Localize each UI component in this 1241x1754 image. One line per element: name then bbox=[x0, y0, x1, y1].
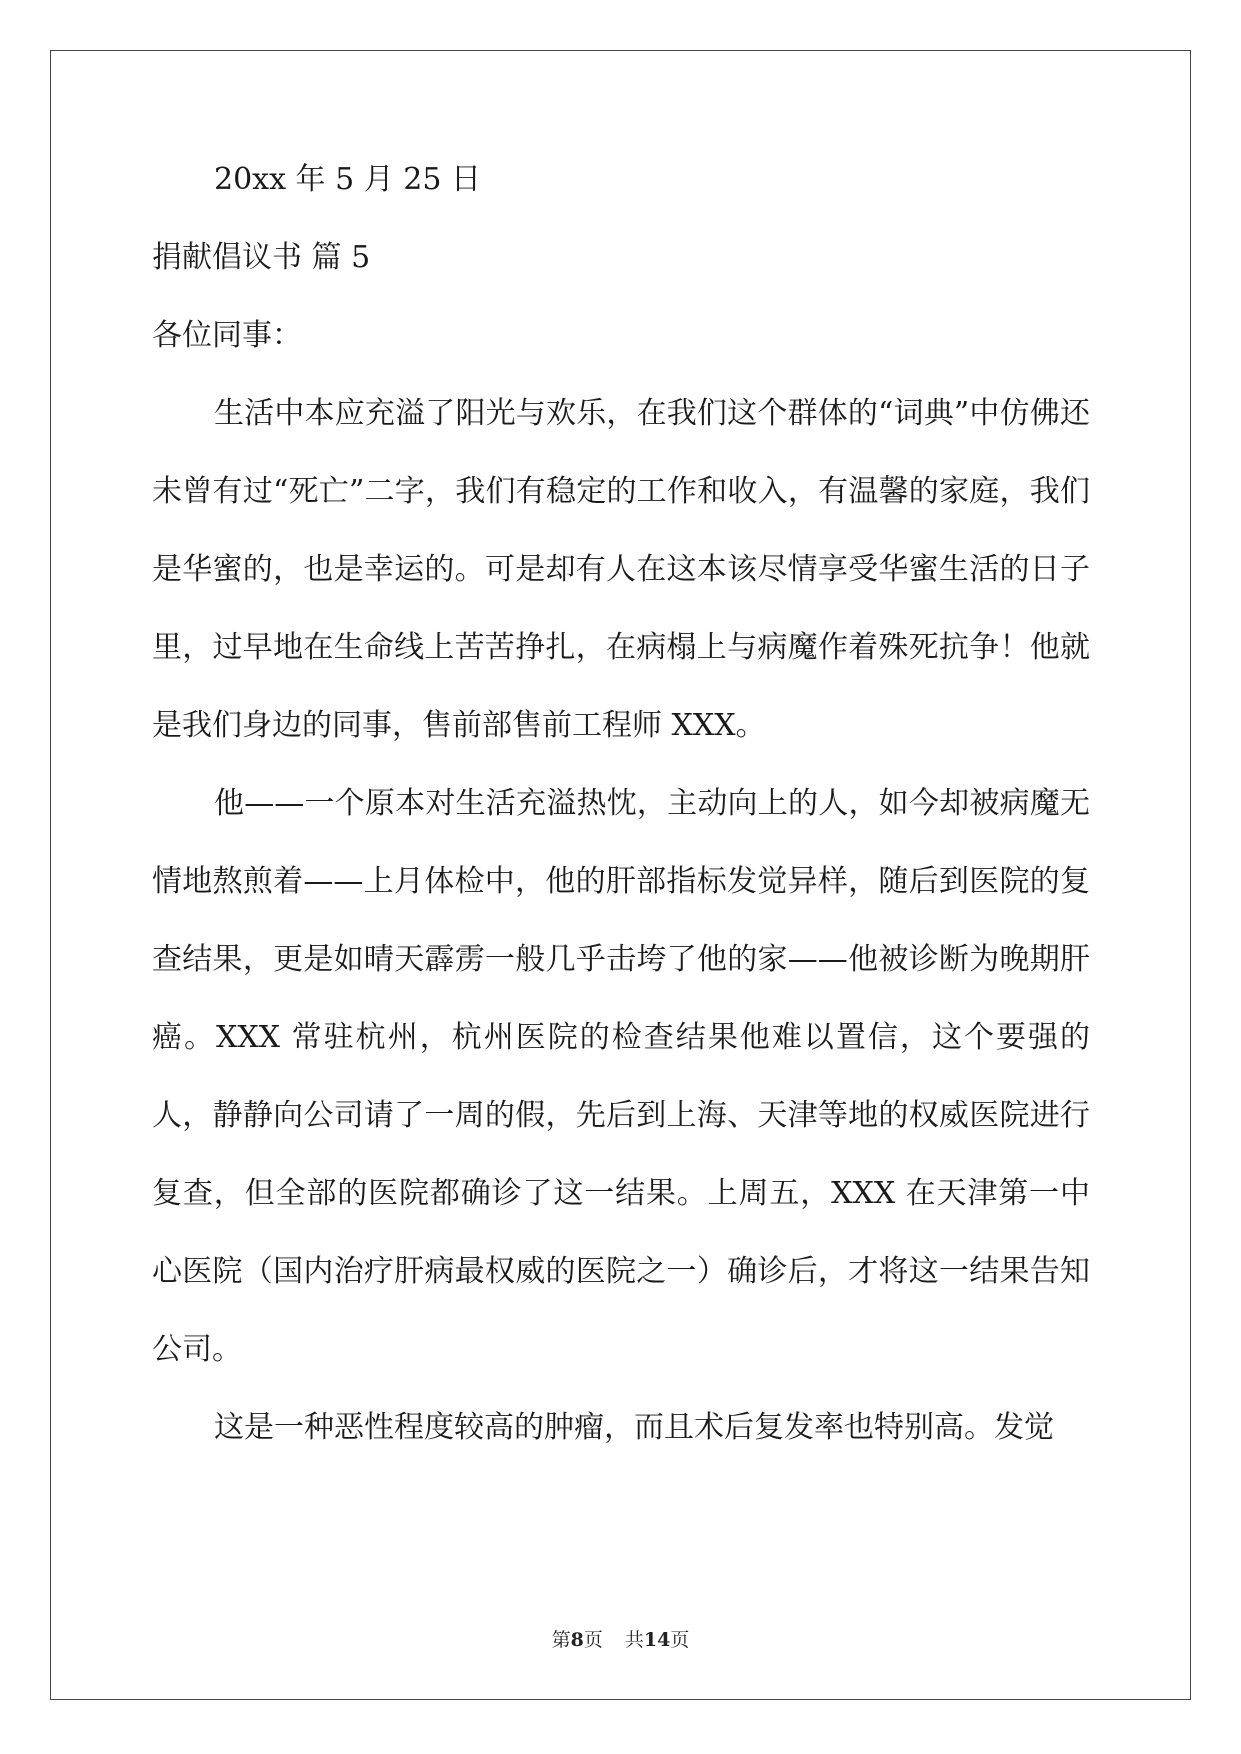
salutation: 各位同事： bbox=[152, 318, 302, 353]
page-prefix: 第 bbox=[551, 1629, 571, 1651]
page-number: 8 bbox=[570, 1629, 584, 1651]
total-suffix: 页 bbox=[670, 1629, 690, 1651]
date-line: 20xx 年 5 月 25 日 bbox=[214, 162, 481, 197]
section-title: 捐献倡议书 篇 5 bbox=[152, 240, 371, 275]
paragraph-3: 这是一种恶性程度较高的肿瘤，而且术后复发率也特别高。发觉 bbox=[214, 1410, 1054, 1445]
page-suffix: 页 bbox=[583, 1629, 603, 1651]
page-footer bbox=[0, 1625, 1241, 1652]
total-pages: 14 bbox=[643, 1629, 671, 1651]
paragraph-1: 生活中本应充溢了阳光与欢乐，在我们这个群体的“词典”中仿佛还未曾有过“死亡”二字，我们有稳定的工作和收入，有温馨的家庭，我们是华蜜的，也是幸运的。可是却有人在这本该尽情享受华蜜生活的日子里，过早地在生命线上苦苦挣扎，在病榻上与病魔作着殊死抗争！他就是我们身边的同事，售前部售前工程师 XXX。 bbox=[152, 396, 1090, 743]
total-prefix: 共 bbox=[624, 1629, 644, 1651]
document-body bbox=[152, 162, 1090, 1491]
paragraph-2: 他——一个原本对生活充溢热忱，主动向上的人，如今却被病魔无情地熬煎着——上月体检中，他的肝部指标发觉异样，随后到医院的复查结果，更是如晴天霹雳一般几乎击垮了他的家——他被诊断为晚期肝癌。XXX 常驻杭州，杭州医院的检查结果他难以置信，这个要强的人，静静向公司请了一周的假，先后到上海、天津等地的权威医院进行复查，但全部的医院都确诊了这一结果。上周五，XXX 在天津第一中心医院（国内治疗肝病最权威的医院之一）确诊后，才将这一结果告知公司。 bbox=[152, 786, 1090, 1367]
